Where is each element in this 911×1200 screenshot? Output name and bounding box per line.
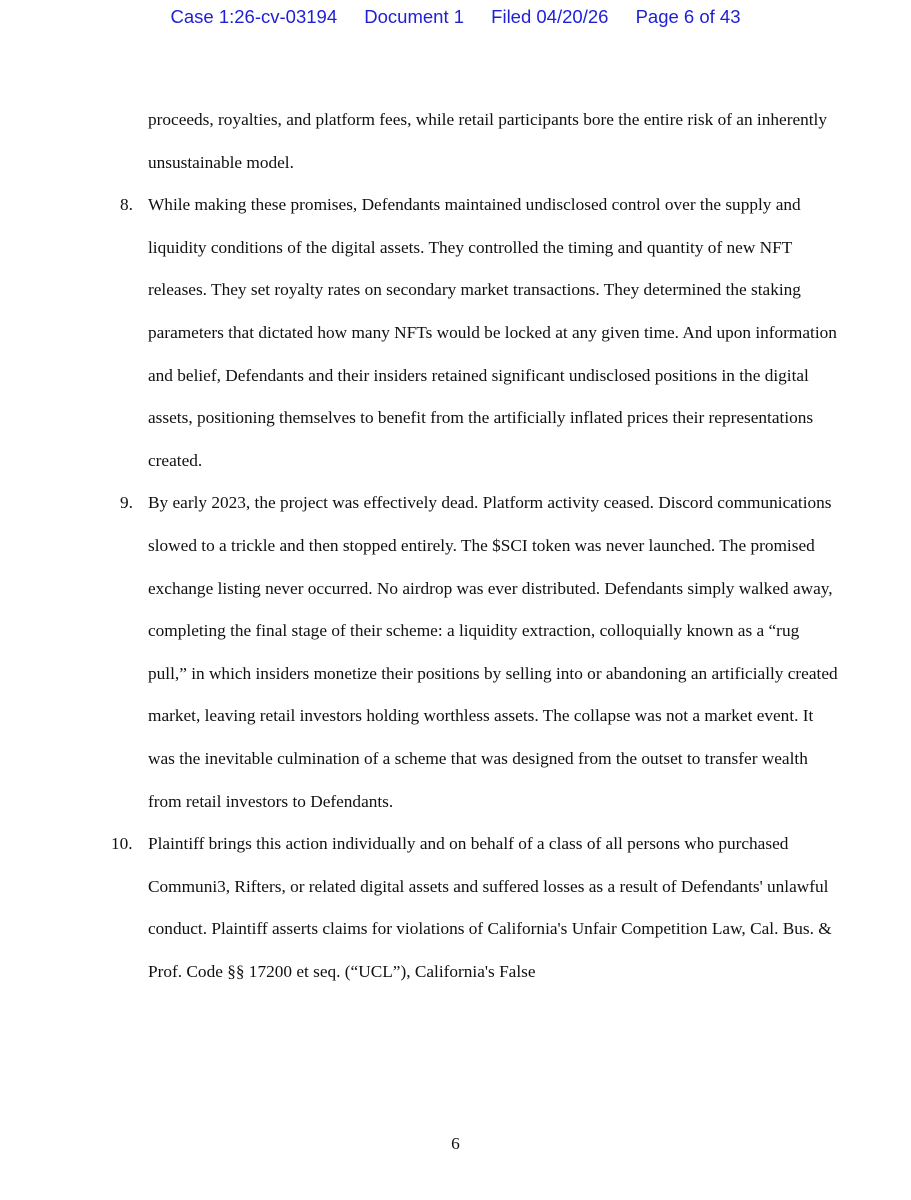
document-body xyxy=(111,99,838,993)
paragraph-number: 9. xyxy=(120,493,133,513)
case-number: Case 1:26-cv-03194 xyxy=(170,6,338,27)
paragraph-9 xyxy=(120,482,838,823)
page-of-total: Page 6 of 43 xyxy=(635,6,741,27)
paragraph-text: By early 2023, the project was effectively dead. Platform activity ceased. Discord communications slowed to a trickle and then stopped entirely. The $SCI token was never launched. The promised exchange listing never occurred. No airdrop was ever distributed. Defendants simply walked away, completing the final stage of their scheme: a liquidity extraction, colloquially known as a “rug pull,” in which insiders monetize their positions by selling into or abandoning an artificially created market, leaving retail investors holding worthless assets. The collapse was not a market event. It was the inevitable culmination of a scheme that was designed from the outset to transfer wealth from retail investors to Defendants. xyxy=(148,493,838,811)
paragraph-text: Plaintiff brings this action individually and on behalf of a class of all persons who purchased Communi3, Rifters, or related digital assets and suffered losses as a result of Defendants' unlawful conduct. Plaintiff asserts claims for violations of California's Unfair Competition Law, Cal. Bus. & Prof. Code §§ 17200 et seq. (“UCL”), California's False xyxy=(148,834,832,981)
paragraph-text: While making these promises, Defendants maintained undisclosed control over the supply and liquidity conditions of the digital assets. They controlled the timing and quantity of new NFT releases. They set royalty rates on secondary market transactions. They determined the staking parameters that dictated how many NFTs would be locked at any given time. And upon information and belief, Defendants and their insiders retained significant undisclosed positions in the digital assets, positioning themselves to benefit from the artificially inflated prices their representations created. xyxy=(148,195,837,470)
paragraph-number: 10. xyxy=(111,834,133,854)
filed-date: Filed 04/20/26 xyxy=(491,6,609,27)
paragraph-number: 8. xyxy=(120,195,133,215)
paragraph-continued xyxy=(148,99,838,184)
paragraph-8 xyxy=(120,184,838,482)
paragraph-text: proceeds, royalties, and platform fees, while retail participants bore the entire risk of an inherently unsustainable model. xyxy=(148,110,827,172)
page-number: 6 xyxy=(451,1134,460,1153)
paragraph-10 xyxy=(111,823,838,993)
ecf-filing-header xyxy=(0,6,911,28)
document-number: Document 1 xyxy=(364,6,465,27)
